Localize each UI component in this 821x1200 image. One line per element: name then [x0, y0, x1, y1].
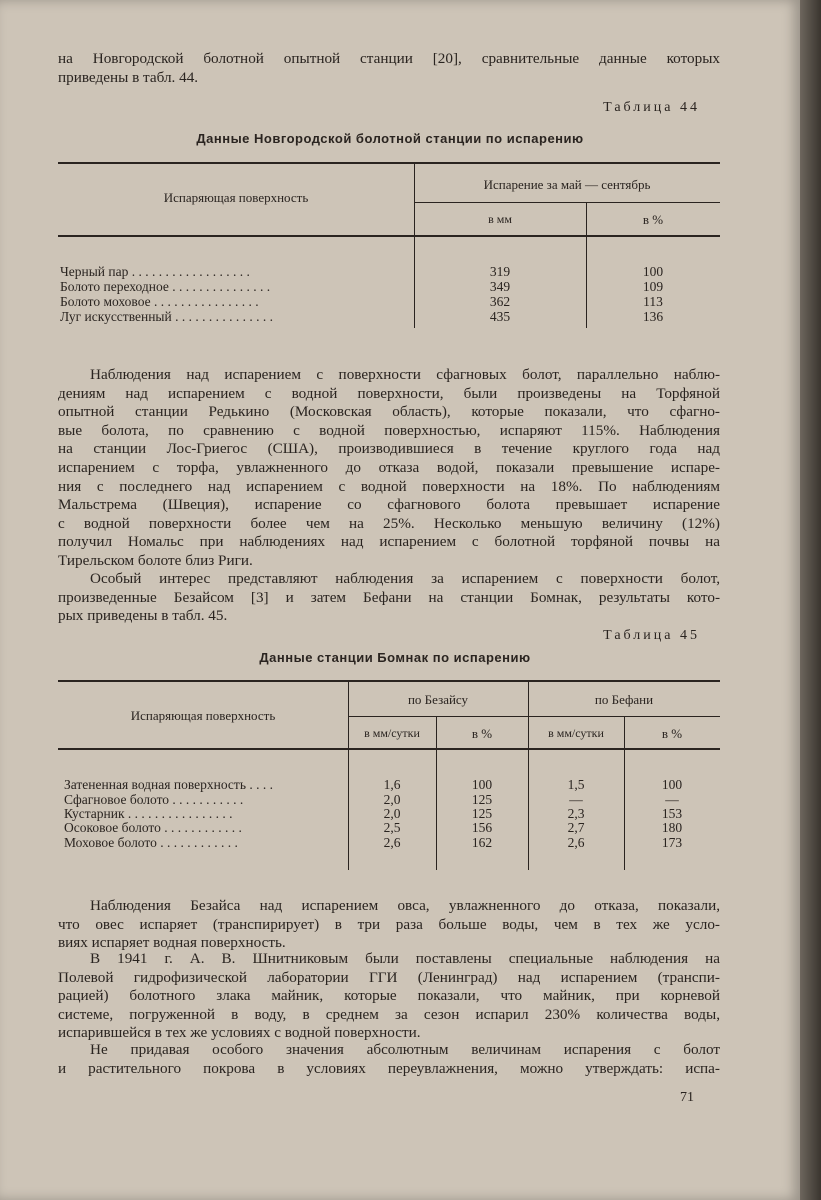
text-line: Особый интерес представляют наблюдения за испарением с поверхности болот,: [90, 570, 720, 587]
col-header-surface: Испаряющая поверхность: [163, 190, 309, 205]
cell-mm-befani: 1,5: [567, 777, 585, 792]
text-line: и растительного покрова в условиях переувлажнения, можно утверждать: испа-: [58, 1059, 720, 1077]
text-line: рых приведены в табл. 45.: [58, 607, 228, 625]
cell-mm: 349: [489, 279, 511, 294]
text-line: произведенные Безайсом [3] и затем Бефани на станции Бомнак, результаты кото-: [58, 588, 720, 606]
cell-pct-bezais: 156: [471, 820, 493, 835]
cell-mm-bezais: 2,0: [383, 792, 401, 807]
cell-pct-befani: 173: [661, 835, 683, 850]
row-label: Болото переходное . . . . . . . . . . . . . . .: [60, 279, 271, 294]
cell-pct-bezais: 125: [471, 792, 493, 807]
row-label: Болото моховое . . . . . . . . . . . . . . . .: [60, 294, 259, 309]
col-header-pct-befani: в %: [661, 726, 683, 741]
cell-pct-bezais: 125: [471, 806, 493, 821]
row-label: Сфагновое болото . . . . . . . . . . .: [64, 792, 244, 807]
text-line: дениям над испарением с водной поверхности, были произведены на Торфяной: [58, 384, 720, 402]
text-line: опытной станции Редькино (Московская область), которые показали, что сфагно-: [58, 403, 720, 421]
col-header-mm-befani: в мм/сутки: [548, 726, 604, 740]
col-header-mm: в мм: [488, 212, 512, 226]
cell-mm-bezais: 2,0: [383, 806, 401, 821]
cell-pct: 109: [642, 279, 664, 294]
col-header-bezais: по Безайсу: [407, 692, 469, 707]
text-line: Не придавая особого значения абсолютным величинам испарения с болот: [90, 1041, 720, 1058]
paragraph-bomnak: [58, 570, 720, 626]
cell-pct: 113: [643, 294, 663, 309]
text-line: приведены в табл. 44.: [58, 68, 199, 86]
cell-mm-befani: 2,3: [567, 806, 585, 821]
row-label: Черный пар . . . . . . . . . . . . . . . . . .: [60, 264, 250, 279]
paragraph-oats: [58, 897, 720, 953]
text-line: Полевой гидрофизической лаборатории ГГИ (Ленинград) над испарением (транспи-: [58, 968, 720, 986]
cell-mm-bezais: 1,6: [383, 777, 401, 792]
paragraph-sphagnum: [58, 366, 720, 571]
text-line: вые болота, по сравнению с водной поверхностью, испаряют 115%. Наблюдения: [58, 421, 720, 439]
intro-paragraph: [58, 50, 720, 87]
cell-pct: 100: [642, 264, 664, 279]
text-line: виях испаряет водная поверхность.: [58, 934, 286, 952]
row-label: Моховое болото . . . . . . . . . . . .: [64, 835, 238, 850]
text-line: Мальстрема (Швеция), испарение со сфагнового болота превышает испарение: [58, 496, 720, 514]
cell-mm-befani: 2,7: [567, 820, 585, 835]
cell-pct-befani: 180: [661, 820, 683, 835]
table-44-title: Данные Новгородской болотной станции по испарению: [196, 131, 584, 146]
cell-mm-befani: 2,6: [567, 835, 585, 850]
page-number: 71: [680, 1090, 694, 1105]
cell-pct-befani: 153: [661, 806, 683, 821]
cell-mm-befani: —: [569, 792, 583, 807]
col-header-mm-bezais: в мм/сутки: [364, 726, 420, 740]
table-44-label: Таблица 44: [603, 100, 700, 115]
cell-pct: 136: [642, 309, 664, 324]
text-line: рацией) болотного злака майник, которые показали, что майник, при корневой: [58, 987, 720, 1005]
cell-mm: 362: [489, 294, 511, 309]
cell-pct-befani: —: [665, 792, 679, 807]
table-45-label: Таблица 45: [603, 628, 700, 643]
cell-pct-bezais: 100: [471, 777, 493, 792]
cell-mm-bezais: 2,5: [383, 820, 401, 835]
text-line: Тирельском болоте близ Риги.: [58, 551, 253, 569]
text-line: испарившейся в тех же условиях с водной поверхности.: [58, 1024, 421, 1042]
table-45-title: Данные станции Бомнак по испарению: [259, 650, 531, 665]
text-line: что овес испаряет (транспирирует) в три раза больше воды, чем в тех же усло-: [58, 915, 720, 933]
paragraph-conclusion: [58, 1041, 720, 1078]
col-header-pct: в %: [642, 212, 664, 227]
cell-pct-bezais: 162: [471, 835, 493, 850]
row-label: Затененная водная поверхность . . . .: [64, 777, 273, 792]
cell-pct-befani: 100: [661, 777, 683, 792]
text-line: с водной поверхности более чем на 25%. Несколько меньшую величину (12%): [58, 514, 720, 532]
row-label: Луг искусственный . . . . . . . . . . . . . . .: [60, 309, 273, 324]
paragraph-shnitnikov: [58, 950, 720, 1043]
text-line: ния с последнего над испарением с водной поверхности на 18%. По наблюдениям: [58, 477, 720, 495]
row-label: Кустарник . . . . . . . . . . . . . . . .: [64, 806, 233, 821]
text-line: на Новгородской болотной опытной станции [20], сравнительные данные которых: [58, 50, 720, 67]
text-line: Наблюдения Безайса над испарением овса, увлажненного до отказа, показали,: [90, 897, 720, 914]
text-line: системе, погруженной в воду, в среднем за сезон испарил 230% количества воды,: [58, 1005, 720, 1023]
col-header-group: Испарение за май — сентябрь: [483, 177, 651, 192]
row-label: Осоковое болото . . . . . . . . . . . .: [64, 820, 242, 835]
book-edge: [800, 0, 821, 1200]
cell-mm: 319: [489, 264, 511, 279]
text-line: получил Номальс при наблюдениях над испарением с болотной торфяной почвы на: [58, 533, 720, 551]
col-header-befani: по Бефани: [594, 692, 654, 707]
text-line: В 1941 г. А. В. Шнитниковым были поставлены специальные наблюдения на: [90, 950, 720, 967]
col-header-surface: Испаряющая поверхность: [130, 708, 276, 723]
cell-mm: 435: [489, 309, 511, 324]
cell-mm-bezais: 2,6: [383, 835, 401, 850]
col-header-pct-bezais: в %: [471, 726, 493, 741]
text-line: на станции Лос-Гриегос (США), производившиеся в течение круглого года над: [58, 440, 720, 458]
text-line: испарением с торфа, увлажненного до отказа водой, показали превышение испаре-: [58, 458, 720, 476]
text-line: Наблюдения над испарением с поверхности сфагновых болот, параллельно наблю-: [90, 366, 720, 383]
